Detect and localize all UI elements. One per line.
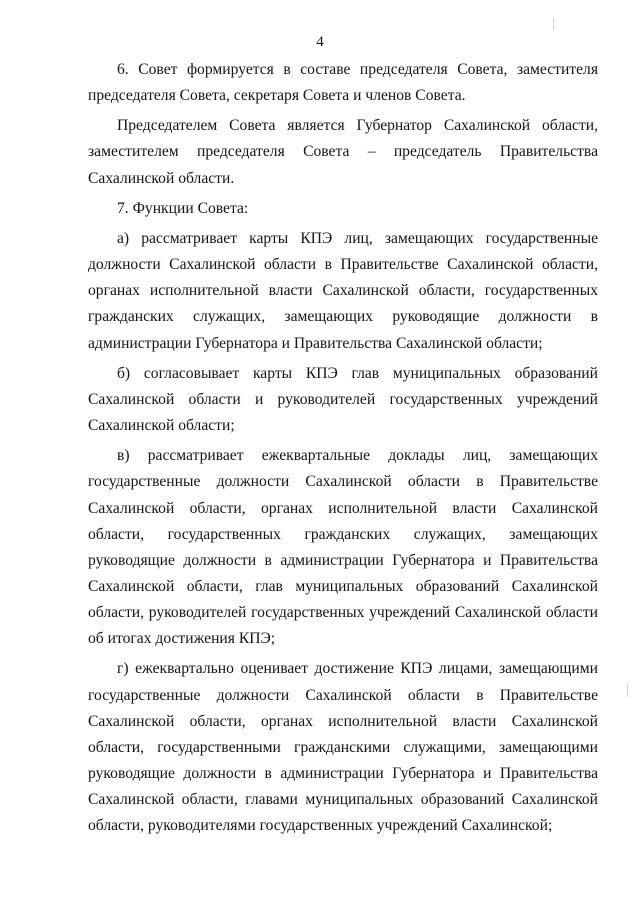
paragraph-function-a: а) рассматривает карты КПЭ лиц, замещающих государственные должности Сахалинской области в Правительстве Сахалинской области, органах исполнительной власти Сахалинской области, государственных гражданских служащих, замещающих руководящие должности в администрации Губернатора и Правительства Сахалинской области;: [88, 229, 598, 352]
paragraph-council-composition: 6. Совет формируется в составе председателя Совета, заместителя председателя Совета, секретаря Совета и членов Совета.: [88, 61, 598, 105]
scan-edge-mark-right: [627, 683, 628, 697]
paragraph-council-chairman: Председателем Совета является Губернатор Сахалинской области, заместителем председателя Совета – председатель Правительства Сахалинской области.: [88, 117, 598, 187]
document-body: [88, 57, 598, 840]
scan-edge-mark-top: [553, 18, 554, 30]
paragraph-function-b: б) согласовывает карты КПЭ глав муниципальных образований Сахалинской области и руководителей государственных учреждений Сахалинской области;: [88, 364, 598, 435]
paragraph-council-functions-heading: 7. Функции Совета:: [117, 199, 249, 217]
paragraph-function-v: в) рассматривает ежеквартальные доклады лиц, замещающих государственные должности Сахалинской области в Правительстве Сахалинской области, органах исполнительной власти Сахалинской области, государственных гражданских служащих, замещающих руководящие должности в администрации Губернатора и Правительства Сахалинской области, глав муниципальных образований Сахалинской области, руководителей государственных учреждений Сахалинской области об итогах достижения КПЭ;: [88, 447, 598, 648]
page-number: 4: [316, 34, 324, 50]
paragraph-function-g: г) ежеквартально оценивает достижение КПЭ лицами, замещающими государственные должности Сахалинской области в Правительстве Сахалинской области, органах исполнительной власти Сахалинской области, государственными гражданскими служащими, замещающими руководящие должности в администрации Губернатора и Правительства Сахалинской области, главами муниципальных образований Сахалинской области, руководителями государственных учреждений Сахалинской;: [88, 660, 598, 835]
